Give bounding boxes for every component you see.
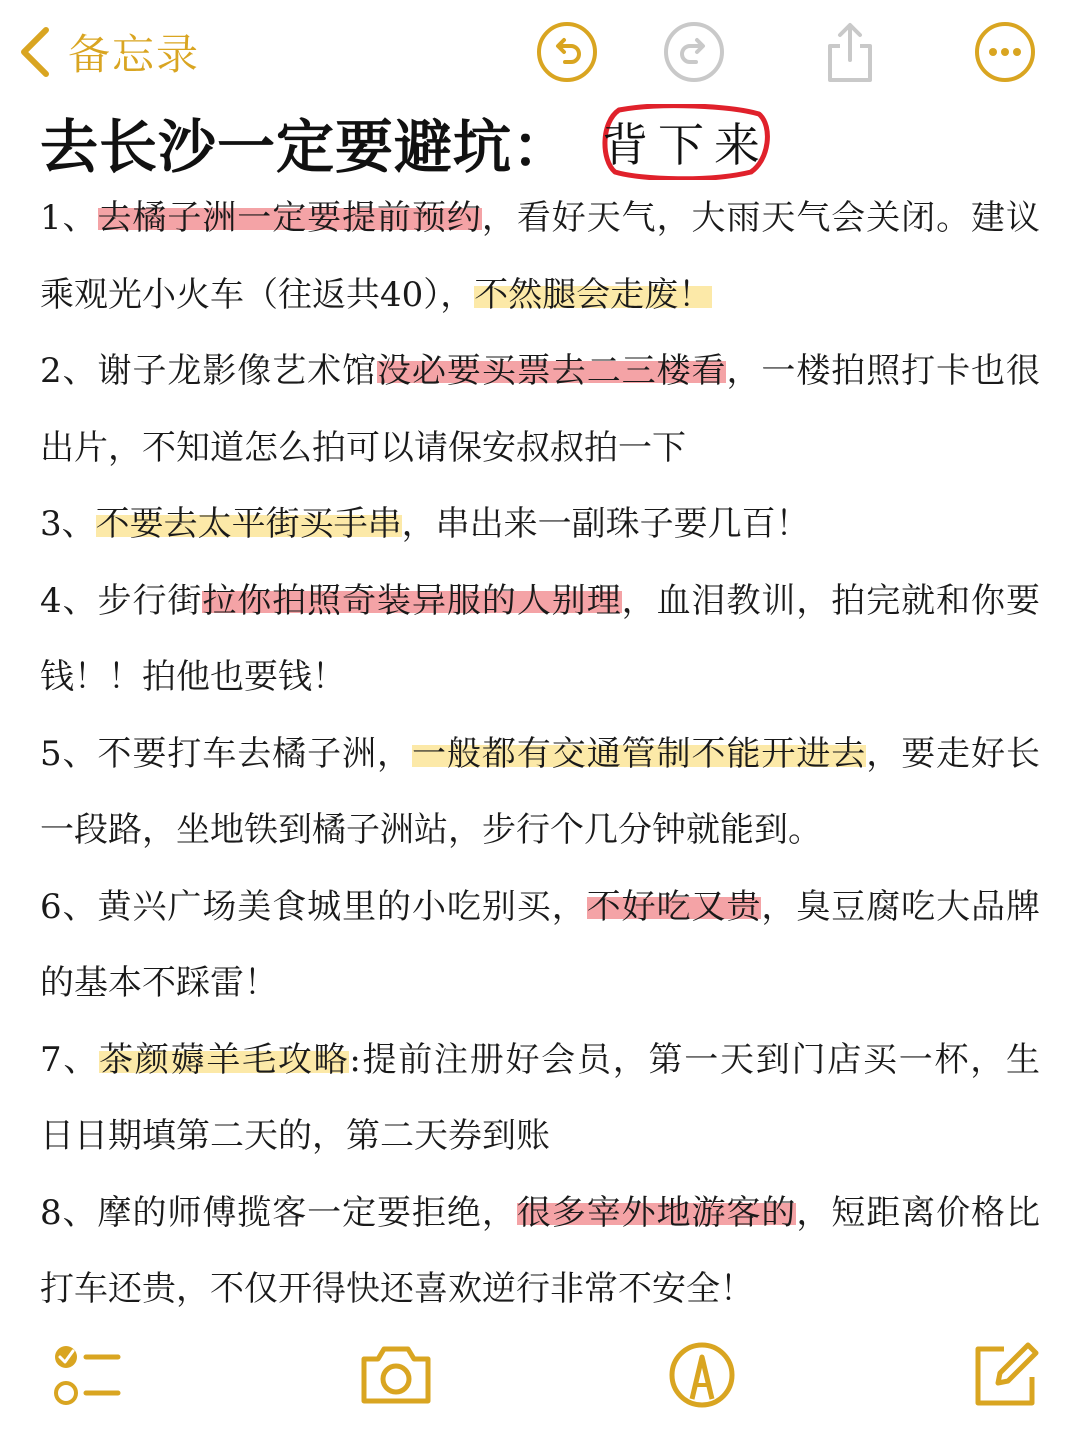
note-text: 4、步行街	[40, 580, 203, 621]
note-line[interactable]	[40, 333, 1040, 410]
note-line[interactable]	[40, 1175, 1040, 1252]
note-text: 的基本不踩雷！	[40, 963, 278, 1003]
note-text: 日日期填第二天的，第二天券到账	[40, 1116, 550, 1156]
back-label: 备忘录	[68, 30, 201, 79]
note-text: ，串出来一副珠子要几百！	[401, 504, 810, 544]
note-text: ，看好天气，大雨天气会关闭。建议	[481, 198, 1040, 238]
compose-icon	[966, 1335, 1046, 1415]
note-line[interactable]	[40, 945, 1040, 1022]
note-text: ，要走好长	[866, 733, 1041, 774]
note-line[interactable]	[40, 257, 1040, 334]
note-line[interactable]	[40, 869, 1040, 946]
redo-button[interactable]	[662, 20, 726, 84]
note-text: ，短距离价格比	[796, 1192, 1040, 1233]
note-title-row	[40, 100, 771, 184]
note-text: 钱！！拍他也要钱！	[40, 657, 346, 697]
note-text: :提前注册好会员，第一天到门店买一杯，生	[349, 1039, 1040, 1080]
highlight-red: 不好吃又贵	[586, 886, 762, 927]
note-line[interactable]	[40, 639, 1040, 716]
note-text: 7、	[40, 1039, 100, 1080]
undo-icon	[535, 20, 599, 84]
undo-button[interactable]	[535, 20, 599, 84]
markup-button[interactable]	[662, 1335, 742, 1415]
highlight-red: 没必要买票去二三楼看	[377, 351, 727, 391]
highlight-yellow: 不要去太平街买手串	[95, 504, 402, 544]
camera-button[interactable]	[356, 1335, 436, 1415]
note-text: ，一楼拍照打卡也很	[726, 351, 1040, 391]
note-body[interactable]	[40, 180, 1040, 1328]
compose-button[interactable]	[966, 1335, 1046, 1415]
back-button[interactable]	[14, 22, 200, 82]
note-line[interactable]	[40, 1251, 1040, 1328]
highlight-yellow: 不然腿会走废！	[474, 274, 713, 315]
note-text: 一段路，坐地铁到橘子洲站，步行个几分钟就能到。	[40, 810, 822, 850]
more-icon	[973, 20, 1037, 84]
highlight-red: 拉你拍照奇装异服的人别理	[202, 580, 622, 621]
note-text: 打车还贵，不仅开得快还喜欢逆行非常不安全！	[40, 1269, 754, 1309]
note-line[interactable]	[40, 410, 1040, 487]
note-text: ，臭豆腐吃大品牌	[761, 886, 1041, 927]
highlight-red: 去橘子洲一定要提前预约	[97, 198, 482, 238]
share-icon	[818, 20, 882, 84]
markup-icon	[662, 1335, 742, 1415]
note-text: 乘观光小火车（往返共40），	[40, 274, 475, 315]
highlight-yellow: 茶颜薅羊毛攻略	[99, 1039, 350, 1080]
highlight-yellow: 一般都有交通管制不能开进去	[412, 733, 867, 774]
stamp-annotation	[601, 104, 771, 180]
share-button[interactable]	[818, 20, 882, 84]
bottom-toolbar	[0, 1335, 1080, 1425]
note-text: 1、	[40, 198, 98, 238]
stamp-text: 背下来	[602, 118, 771, 172]
more-button[interactable]	[973, 20, 1037, 84]
note-line[interactable]	[40, 1022, 1040, 1099]
note-text: 8、摩的师傅揽客一定要拒绝，	[40, 1192, 517, 1233]
note-text: 5、不要打车去橘子洲，	[40, 733, 412, 774]
checklist-icon	[48, 1335, 128, 1415]
note-text: 6、黄兴广场美食城里的小吃别买，	[40, 886, 587, 927]
note-line[interactable]	[40, 180, 1040, 257]
highlight-red: 很多宰外地游客的	[516, 1192, 797, 1233]
note-line[interactable]	[40, 563, 1040, 640]
top-nav-bar	[0, 0, 1080, 100]
note-text: 出片，不知道怎么拍可以请保安叔叔拍一下	[40, 427, 686, 468]
redo-icon	[662, 20, 726, 84]
note-title[interactable]: 去长沙一定要避坑：	[40, 113, 572, 181]
note-line[interactable]	[40, 716, 1040, 793]
checklist-button[interactable]	[48, 1335, 128, 1415]
note-line[interactable]	[40, 486, 1040, 563]
note-line[interactable]	[40, 1098, 1040, 1175]
note-text: 3、	[40, 504, 96, 544]
note-text: 2、谢子龙影像艺术馆	[40, 351, 378, 391]
camera-icon	[356, 1335, 436, 1415]
chevron-left-icon	[14, 24, 54, 80]
note-line[interactable]	[40, 792, 1040, 869]
note-text: ，血泪教训，拍完就和你要	[621, 580, 1040, 621]
